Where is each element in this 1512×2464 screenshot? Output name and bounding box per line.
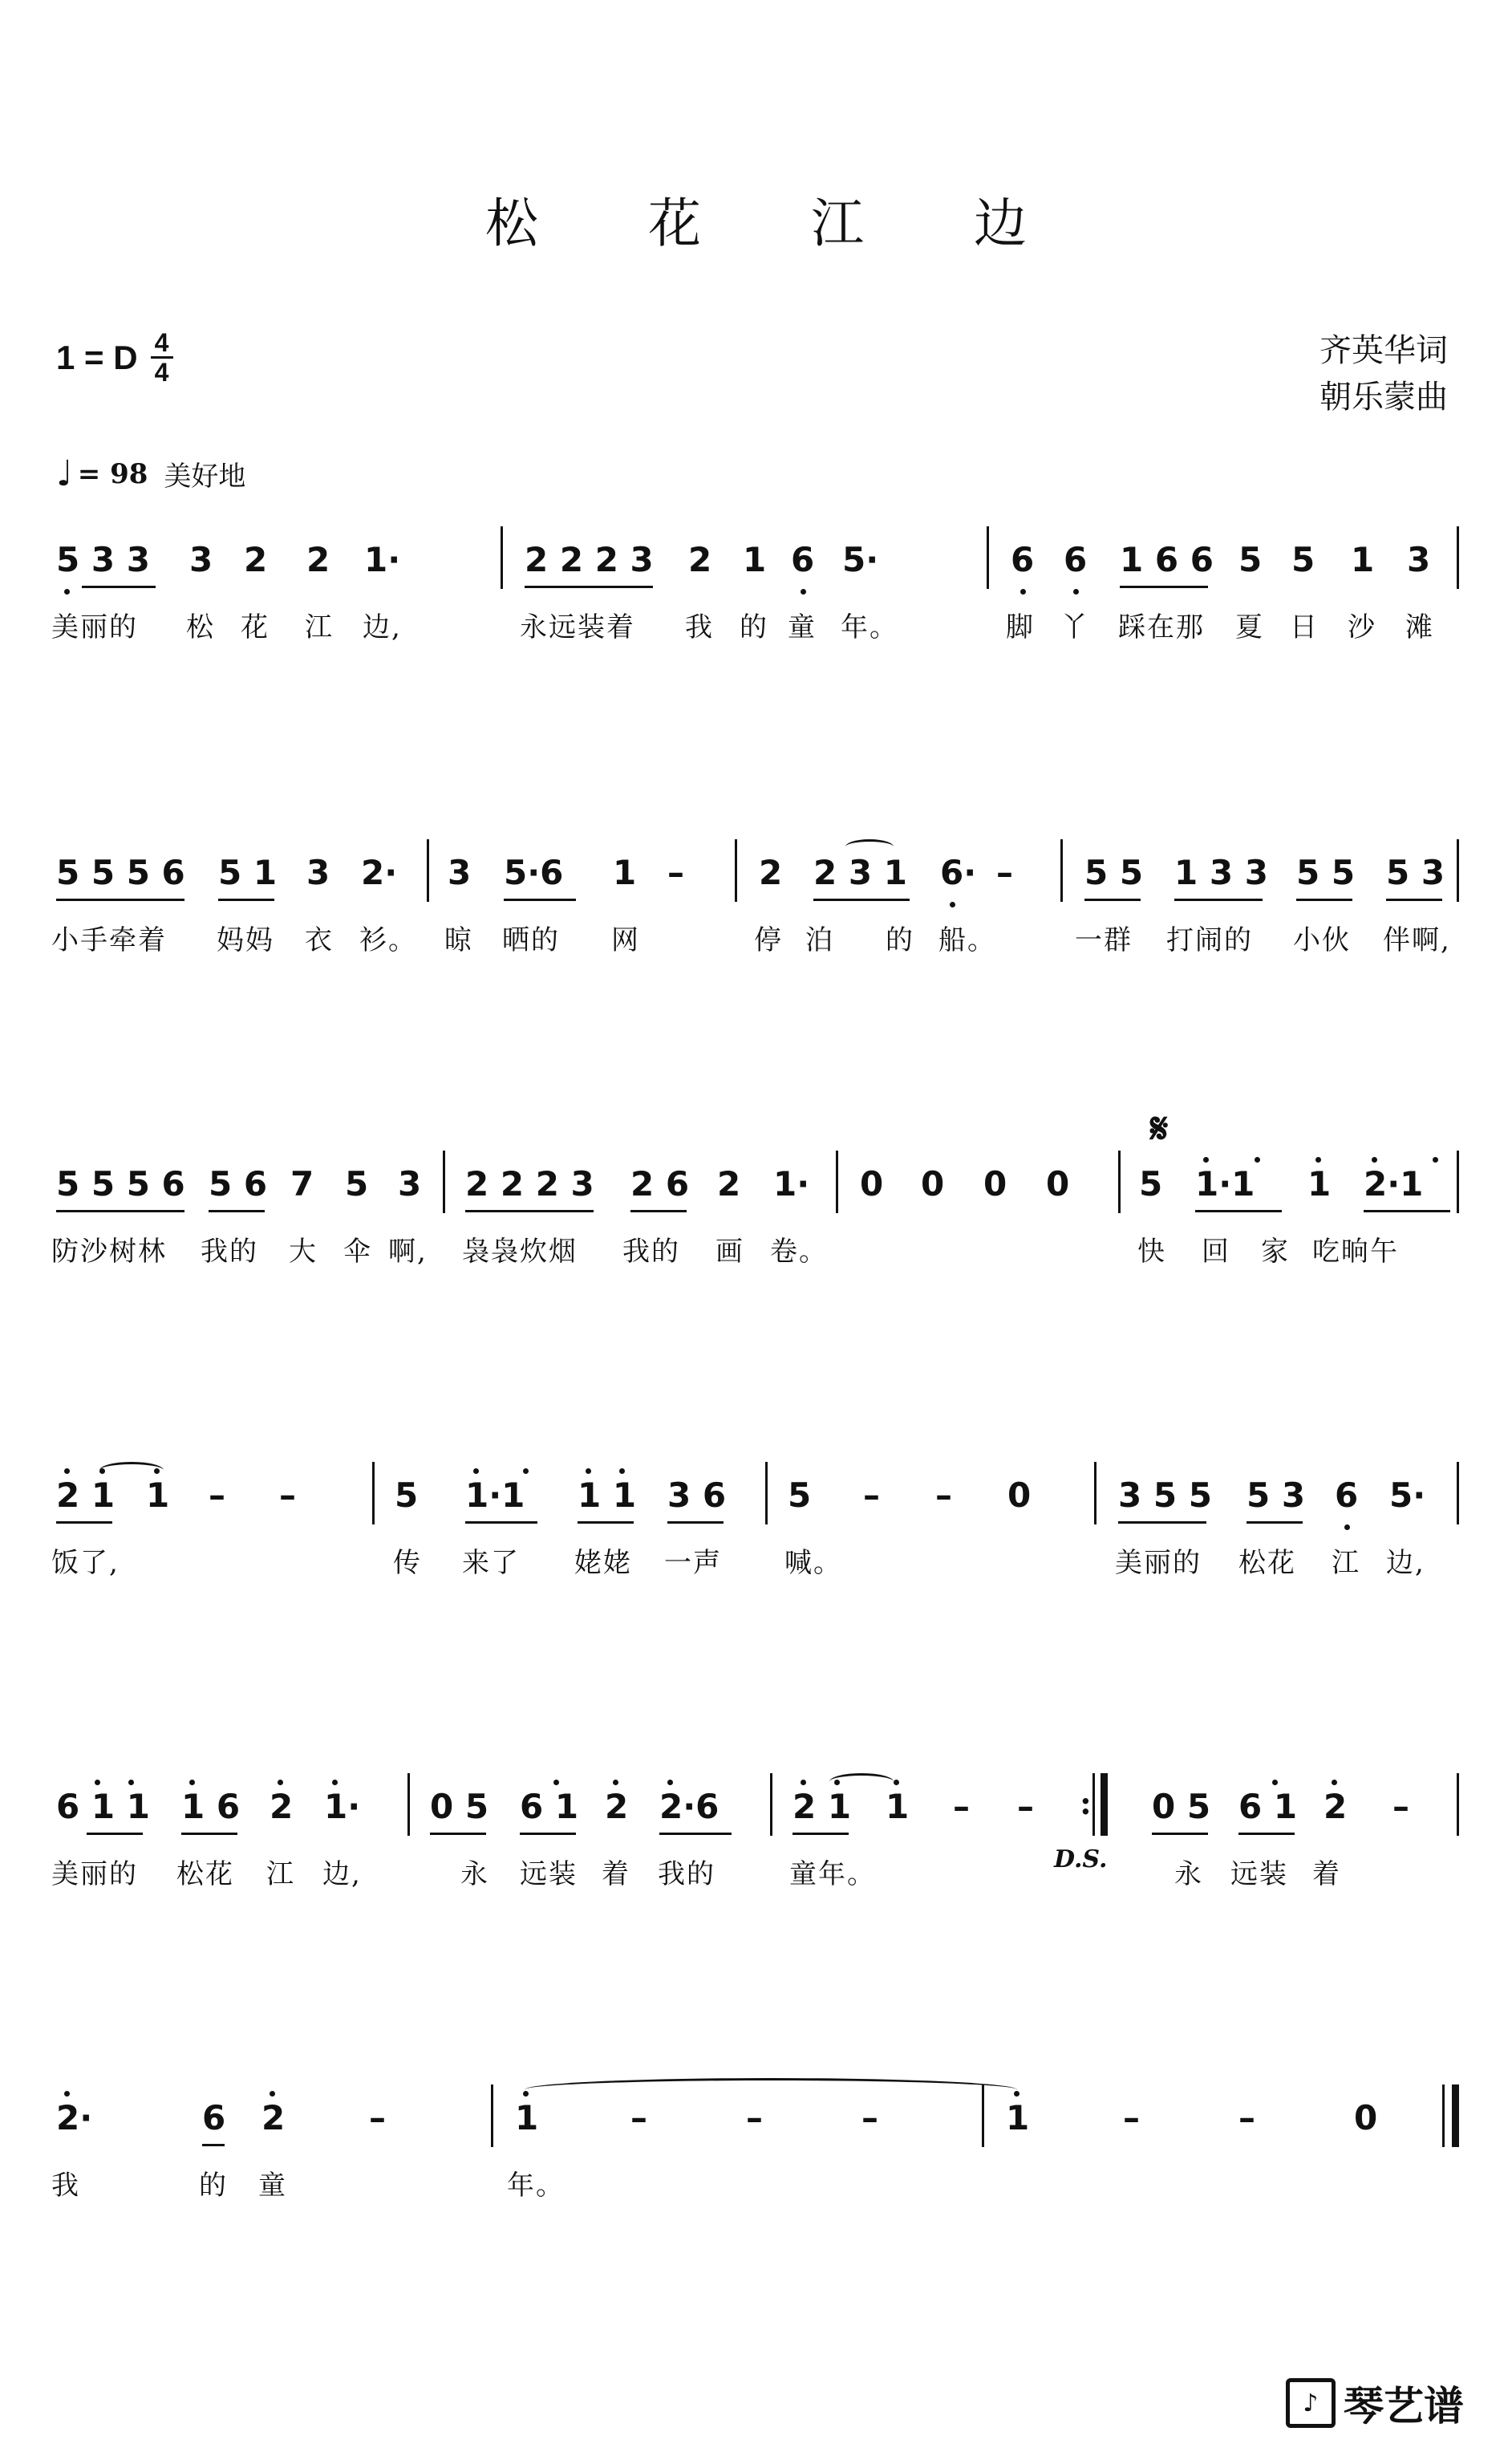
lyric: 美丽的	[1115, 1547, 1202, 1579]
note-group: –	[996, 853, 1013, 892]
underline	[465, 1210, 594, 1212]
note-group: 5·	[842, 540, 879, 579]
barline-thick	[1452, 2084, 1459, 2147]
note-group: 1	[1006, 2098, 1030, 2137]
octave-dot	[553, 1780, 559, 1785]
lyric: 衣	[305, 924, 334, 956]
note-group: 6 1 1	[56, 1787, 150, 1826]
time-signature	[151, 329, 173, 386]
note-group: 5 3 3	[56, 540, 150, 579]
underline	[667, 1521, 724, 1524]
underline	[1296, 899, 1352, 901]
note-group: –	[1238, 2098, 1255, 2137]
notes-row	[51, 1471, 1463, 1529]
lyric: 着	[1312, 1858, 1341, 1890]
note-group: 6 1	[1238, 1787, 1298, 1826]
lyric: 家	[1261, 1236, 1290, 1268]
lyric: 踩在那	[1118, 611, 1205, 643]
octave-dot	[278, 1780, 283, 1785]
note-group: 2	[261, 2098, 286, 2137]
barline	[427, 839, 429, 902]
lyric: 着	[602, 1858, 630, 1890]
octave-dot	[1332, 1780, 1337, 1785]
tempo-bpm: = 98	[77, 457, 148, 490]
notes-row	[51, 2094, 1463, 2152]
note-group: 2	[306, 540, 330, 579]
lyric: 防沙树林	[51, 1236, 167, 1268]
score-system-6	[51, 2094, 1463, 2206]
lyric: 我的	[658, 1858, 715, 1890]
octave-dot	[523, 1468, 529, 1474]
note-group: 5 5	[1296, 853, 1356, 892]
barline	[1457, 1462, 1459, 1524]
notes-row	[51, 1783, 1463, 1841]
octave-dot	[801, 1780, 806, 1785]
score-system-5	[51, 1783, 1463, 1895]
barline	[770, 1773, 772, 1836]
octave-dot	[523, 2091, 529, 2097]
lyric: 江	[305, 611, 334, 643]
brand-logo	[1286, 2374, 1464, 2432]
note-group: 1	[743, 540, 767, 579]
octave-dot	[1272, 1780, 1278, 1785]
underline	[209, 1210, 265, 1212]
lyric: 网	[611, 924, 640, 956]
underline	[56, 1521, 112, 1524]
lyric: 美丽的	[51, 611, 138, 643]
lyric: 的	[199, 2170, 228, 2202]
octave-dot	[270, 2091, 275, 2097]
lyric: 美丽的	[51, 1858, 138, 1890]
lyric: 小伙	[1293, 924, 1351, 956]
lyric: 回	[1202, 1236, 1230, 1268]
lyric: 夏	[1235, 611, 1264, 643]
lyric: 姥姥	[574, 1547, 632, 1579]
logo-text: 琴艺谱	[1344, 2383, 1464, 2429]
underline	[1120, 586, 1208, 588]
note-group: 5 5 5 6	[56, 1164, 185, 1204]
note-group: –	[279, 1476, 296, 1515]
lyric: 我的	[622, 1236, 680, 1268]
note-group: 5	[1238, 540, 1263, 579]
octave-dot	[473, 1468, 479, 1474]
lyric: 花	[241, 611, 270, 643]
underline	[1174, 899, 1263, 901]
lyric: 永远装着	[520, 611, 635, 643]
tie-slur	[845, 839, 894, 854]
note-group: 1·1	[1195, 1164, 1255, 1204]
note-group: 5·	[1389, 1476, 1426, 1515]
score-system-4	[51, 1471, 1463, 1584]
underline	[218, 899, 274, 901]
lyric: 的	[886, 924, 914, 956]
barline-thick	[1101, 1773, 1108, 1836]
lyric: 小手牵着	[51, 924, 167, 956]
lyric: 江	[266, 1858, 295, 1890]
ds-marking: D.S.	[1054, 1845, 1108, 1873]
note-group: 2	[717, 1164, 741, 1204]
underline	[1084, 899, 1141, 901]
underline	[1246, 1521, 1303, 1524]
note-group: 3 6	[667, 1476, 727, 1515]
octave-dot	[64, 589, 70, 595]
lyric: 传	[393, 1547, 422, 1579]
note-group: 1·	[324, 1787, 361, 1826]
lyric: 童	[788, 611, 817, 643]
note-group: 6	[202, 2098, 226, 2137]
note-group: 1	[886, 1787, 910, 1826]
octave-dot	[189, 1780, 195, 1785]
lyric: 啊,	[388, 1236, 428, 1268]
note-group: 1 3 3	[1174, 853, 1268, 892]
note-group: –	[1392, 1787, 1409, 1826]
underline	[1364, 1210, 1450, 1212]
underline	[659, 1833, 732, 1835]
score-system-2	[51, 849, 1463, 961]
octave-dot	[586, 1468, 591, 1474]
note-group: 6	[791, 540, 815, 579]
lyric: 伞	[343, 1236, 372, 1268]
note-group: 1	[146, 1476, 170, 1515]
underline	[87, 1833, 143, 1835]
composer: 朝乐蒙曲	[1319, 379, 1448, 416]
note-group: 5 3	[1386, 853, 1445, 892]
note-group: 2 6	[630, 1164, 690, 1204]
note-group: –	[953, 1787, 970, 1826]
lyric: 晒的	[502, 924, 560, 956]
lyric: 江	[1332, 1547, 1360, 1579]
note-group: 2 1	[792, 1787, 852, 1826]
octave-dot	[1073, 589, 1079, 595]
note-group: 2 1	[56, 1476, 116, 1515]
lyric: 衫。	[359, 924, 417, 956]
meter-numerator: 4	[154, 328, 169, 357]
note-group: 5 1	[218, 853, 278, 892]
barline	[1060, 839, 1063, 902]
note-group: 1 1	[578, 1476, 637, 1515]
tie-slur	[525, 2078, 1017, 2101]
lyric: 饭了,	[51, 1547, 120, 1579]
note-group: 5	[345, 1164, 369, 1204]
underline	[1152, 1833, 1208, 1835]
underline	[465, 1521, 537, 1524]
note-group: 5 6	[209, 1164, 268, 1204]
note-group: 2	[270, 1787, 294, 1826]
quarter-note-icon: ♩	[56, 453, 73, 494]
note-group: 2	[605, 1787, 629, 1826]
octave-dot	[667, 1780, 673, 1785]
note-group: 0 5	[430, 1787, 489, 1826]
note-group: 3	[398, 1164, 422, 1204]
barline	[1457, 1151, 1459, 1213]
barline	[735, 839, 737, 902]
note-group: 7	[290, 1164, 314, 1204]
note-group: 5	[395, 1476, 419, 1515]
octave-dot	[834, 1780, 840, 1785]
repeat-dots: :	[1080, 1784, 1092, 1822]
underline	[56, 899, 184, 901]
note-group: 0 5	[1152, 1787, 1211, 1826]
note-group: –	[1123, 2098, 1140, 2137]
note-group: 3 5 5	[1118, 1476, 1212, 1515]
tempo-expression: 美好地	[164, 461, 246, 493]
lyric: 脚	[1006, 611, 1035, 643]
underline	[1386, 899, 1442, 901]
note-group: 6 1	[520, 1787, 579, 1826]
underline	[578, 1521, 634, 1524]
note-group: 5	[788, 1476, 812, 1515]
note-group: 0	[1046, 1164, 1070, 1204]
barline	[1094, 1462, 1097, 1524]
notes-row	[51, 849, 1463, 907]
note-group: –	[863, 1476, 880, 1515]
octave-dot	[154, 1468, 160, 1474]
note-group: 3	[306, 853, 330, 892]
lyric: 打闹的	[1166, 924, 1253, 956]
barline	[1118, 1151, 1121, 1213]
underline	[82, 586, 156, 588]
note-group: 5 3	[1246, 1476, 1306, 1515]
underline	[1195, 1210, 1282, 1212]
lyric: 一群	[1075, 924, 1133, 956]
lyric: 远装	[520, 1858, 578, 1890]
underline	[504, 899, 576, 901]
note-group: 2	[688, 540, 712, 579]
tempo-marking	[56, 453, 245, 494]
octave-dot	[894, 1780, 899, 1785]
note-group: 0	[860, 1164, 884, 1204]
octave-dot	[64, 2091, 70, 2097]
note-group: 1·	[773, 1164, 810, 1204]
barline	[372, 1462, 375, 1524]
octave-dot	[801, 589, 806, 595]
barline	[407, 1773, 410, 1836]
underline	[525, 586, 653, 588]
underline	[181, 1833, 237, 1835]
note-group: 1 6 6	[1120, 540, 1214, 579]
note-group: –	[369, 2098, 386, 2137]
note-group: 6·	[940, 853, 977, 892]
lyric: 年。	[507, 2170, 565, 2202]
note-group: 0	[983, 1164, 1007, 1204]
logo-icon: ♪	[1286, 2378, 1336, 2428]
lyric: 松	[186, 611, 215, 643]
barline	[1457, 1773, 1459, 1836]
note-group: 2 2 2 3	[465, 1164, 594, 1204]
underline	[1238, 1833, 1295, 1835]
page-title: 松 花 江 边	[485, 193, 1073, 254]
underline	[792, 1833, 849, 1835]
barline	[765, 1462, 768, 1524]
score-system-1	[51, 536, 1463, 648]
note-group: 0	[921, 1164, 945, 1204]
lyric: 晾	[444, 924, 473, 956]
note-group: 1	[613, 853, 637, 892]
lyric: 滩	[1405, 611, 1434, 643]
underline	[202, 2144, 225, 2146]
note-group: 2·1	[1364, 1164, 1424, 1204]
score-system-3	[51, 1104, 1463, 1273]
note-group: 6	[1011, 540, 1035, 579]
barline	[501, 526, 503, 589]
note-group: 3	[1407, 540, 1431, 579]
lyric: 袅袅炊烟	[462, 1236, 578, 1268]
barline	[836, 1151, 838, 1213]
note-group: 2	[244, 540, 268, 579]
octave-dot	[99, 1468, 105, 1474]
meter-denominator: 4	[154, 358, 169, 387]
note-group: 0	[1354, 2098, 1378, 2137]
octave-dot	[613, 1780, 618, 1785]
notes-row	[51, 1160, 1463, 1218]
lyric: 松花	[176, 1858, 234, 1890]
note-group: –	[861, 2098, 878, 2137]
octave-dot	[1344, 1524, 1350, 1530]
note-group: 2 2 2 3	[525, 540, 654, 579]
lyric: 停	[754, 924, 783, 956]
lyric: 童年。	[789, 1858, 876, 1890]
octave-dot	[1255, 1157, 1260, 1163]
credits	[1319, 327, 1448, 420]
segno-icon: 𝄋	[1150, 1104, 1169, 1153]
lyric: 我	[51, 2170, 80, 2202]
lyric: 我	[685, 611, 714, 643]
lyric: 一声	[664, 1547, 722, 1579]
note-group: –	[1017, 1787, 1034, 1826]
note-group: 5 5	[1084, 853, 1144, 892]
octave-dot	[332, 1780, 338, 1785]
octave-dot	[128, 1780, 134, 1785]
lyric: 远装	[1230, 1858, 1288, 1890]
lyric: 快	[1137, 1236, 1166, 1268]
lyric: 边,	[1386, 1547, 1425, 1579]
note-group: 2·	[56, 2098, 93, 2137]
lyric: 船。	[938, 924, 996, 956]
barline	[987, 526, 989, 589]
lyric: 边,	[322, 1858, 362, 1890]
note-group: 6	[1335, 1476, 1359, 1515]
lyric: 妈妈	[217, 924, 274, 956]
octave-dot	[95, 1780, 100, 1785]
octave-dot	[950, 902, 955, 907]
note-group: 0	[1007, 1476, 1032, 1515]
octave-dot	[1372, 1157, 1377, 1163]
lyric: 松花	[1238, 1547, 1296, 1579]
note-group: 5·6	[504, 853, 564, 892]
lyric: 永	[1174, 1858, 1203, 1890]
note-group: –	[667, 853, 684, 892]
key-signature	[56, 329, 173, 386]
note-group: 5	[1139, 1164, 1163, 1204]
lyric: 日	[1290, 611, 1319, 643]
note-group: 1	[1351, 540, 1375, 579]
note-group: 1	[1307, 1164, 1332, 1204]
lyric: 大	[289, 1236, 318, 1268]
octave-dot	[619, 1468, 625, 1474]
barline	[491, 2084, 493, 2147]
notes-row	[51, 536, 1463, 594]
note-group: 1	[515, 2098, 539, 2137]
octave-dot	[64, 1468, 70, 1474]
barline	[1442, 2084, 1445, 2147]
octave-dot	[1203, 1157, 1209, 1163]
lyric: 泊	[805, 924, 834, 956]
lyric: 吃晌午	[1312, 1236, 1399, 1268]
key-label: 1 = D	[56, 338, 138, 376]
note-group: 2	[1324, 1787, 1348, 1826]
lyric: 的	[740, 611, 768, 643]
note-group: 5 5 5 6	[56, 853, 185, 892]
lyric: 丫	[1060, 611, 1089, 643]
barline	[443, 1151, 445, 1213]
note-group: 1·1	[465, 1476, 525, 1515]
lyric: 沙	[1348, 611, 1376, 643]
barline	[1457, 526, 1459, 589]
note-group: 3	[448, 853, 472, 892]
barline	[1092, 1773, 1095, 1836]
note-group: –	[746, 2098, 763, 2137]
octave-dot	[1020, 589, 1026, 595]
lyricist: 齐英华词	[1319, 332, 1448, 369]
note-group: 1·	[364, 540, 401, 579]
lyric: 童	[258, 2170, 287, 2202]
lyric: 伴啊,	[1383, 924, 1451, 956]
note-group: 1 6	[181, 1787, 241, 1826]
note-group: 2	[759, 853, 783, 892]
lyric: 画	[715, 1236, 744, 1268]
underline	[813, 899, 910, 901]
lyric: 年。	[841, 611, 898, 643]
note-group: 2·6	[659, 1787, 720, 1826]
lyric: 来了	[462, 1547, 520, 1579]
note-group: 3	[189, 540, 213, 579]
lyric: 我的	[201, 1236, 258, 1268]
octave-dot	[1433, 1157, 1438, 1163]
lyric: 边,	[363, 611, 402, 643]
note-group: –	[935, 1476, 952, 1515]
underline	[430, 1833, 486, 1835]
note-group: 2 3 1	[813, 853, 907, 892]
underline	[56, 1210, 184, 1212]
note-group: 6	[1064, 540, 1088, 579]
lyric: 卷。	[770, 1236, 828, 1268]
lyric: 喊。	[784, 1547, 842, 1579]
note-group: –	[209, 1476, 225, 1515]
underline	[520, 1833, 576, 1835]
note-group: 2·	[361, 853, 398, 892]
octave-dot	[1014, 2091, 1019, 2097]
note-group: 5	[1291, 540, 1315, 579]
barline	[1457, 839, 1459, 902]
lyric: 永	[460, 1858, 489, 1890]
octave-dot	[1315, 1157, 1321, 1163]
note-group: –	[630, 2098, 647, 2137]
underline	[1118, 1521, 1206, 1524]
underline	[630, 1210, 687, 1212]
